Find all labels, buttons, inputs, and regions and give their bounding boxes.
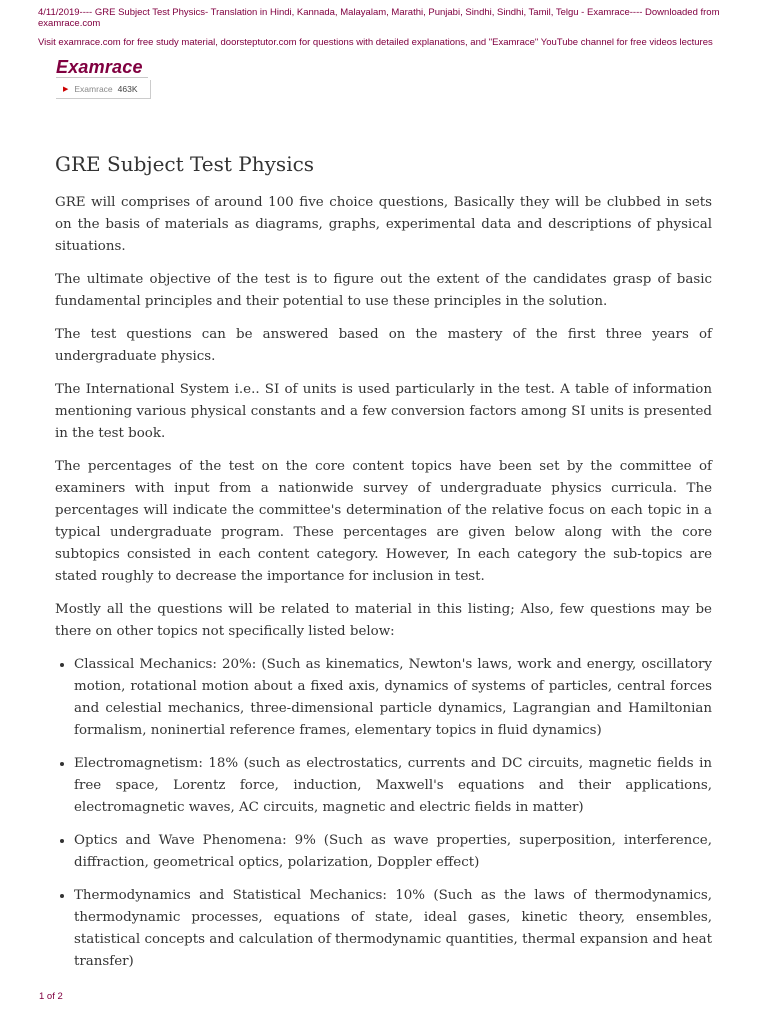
list-item: • Classical Mechanics: 20%: (Such as kinematics, Newton's laws, work and energy, oscillatory motion, rotational motion about a fixed axis, dynamics of systems of particles, central forces and celestial mechanics, three-dimensional particle dynamics, Lagrangian and Hamiltonian formalism, noninertial reference frames, elementary topics in fluid dynamics) <box>74 654 712 742</box>
list-item: • Electromagnetism: 18% (such as electrostatics, currents and DC circuits, magnetic fields in free space, Lorentz force, induction, Maxwell's equations and their applications, electromagnetic waves, AC circuits, magnetic and electric fields in matter) <box>74 753 712 819</box>
paragraph: The percentages of the test on the core content topics have been set by the committee of examiners with input from a nationwide survey of undergraduate physics curricula. The percentages will indicate the committee's determination of the relative focus on each topic in a typical undergraduate program. These percentages are given below along with the core subtopics consisted in each content category. However, In each category the sub-topics are stated roughly to decrease the importance for inclusion in test. <box>55 459 712 584</box>
paragraph: The test questions can be answered based on the mastery of the first three years of undergraduate physics. <box>55 327 712 364</box>
logo-divider <box>56 77 148 78</box>
print-header-title: 4/11/2019---- GRE Subject Test Physics- Translation in Hindi, Kannada, Malayalam, Marathi, Punjabi, Sindhi, Sindhi, Tamil, Telgu - Examrace---- Downloaded from examrace.com <box>38 7 720 29</box>
topic-list <box>55 654 712 973</box>
list-item: • Thermodynamics and Statistical Mechanics: 10% (Such as the laws of thermodynamics, thermodynamic processes, equations of state, ideal gases, kinetic theory, ensembles, statistical concepts and calculation of thermodynamic quantities, thermal expansion and heat transfer) <box>74 885 712 973</box>
page-number: 1 of 2 <box>39 991 63 1002</box>
youtube-subscribe-button[interactable] <box>56 80 151 99</box>
subscriber-count: 463K <box>117 84 138 94</box>
examrace-logo[interactable]: Examrace <box>56 57 143 77</box>
paragraph: GRE will comprises of around 100 five choice questions, Basically they will be clubbed in sets on the basis of materials as diagrams, graphs, experimental data and descriptions of physical situations. <box>55 195 712 254</box>
print-header-visit: Visit examrace.com for free study material, doorsteptutor.com for questions with detailed explanations, and "Examrace" YouTube channel for free videos lectures <box>38 37 713 48</box>
paragraph: The International System i.e.. SI of units is used particularly in the test. A table of information mentioning various physical constants and a few conversion factors among SI units is presented in the test book. <box>55 382 712 441</box>
youtube-channel-name: Examrace <box>74 84 113 94</box>
page-title: GRE Subject Test Physics <box>55 152 315 176</box>
paragraph: Mostly all the questions will be related to material in this listing; Also, few questions may be there on other topics not specifically listed below: <box>55 602 712 639</box>
play-icon: ▶ <box>63 86 69 93</box>
list-item: • Optics and Wave Phenomena: 9% (Such as wave properties, superposition, interference, diffraction, geometrical optics, polarization, Doppler effect) <box>74 830 712 874</box>
paragraph: The ultimate objective of the test is to figure out the extent of the candidates grasp of basic fundamental principles and their potential to use these principles in the solution. <box>55 272 712 309</box>
article-body <box>55 192 712 984</box>
